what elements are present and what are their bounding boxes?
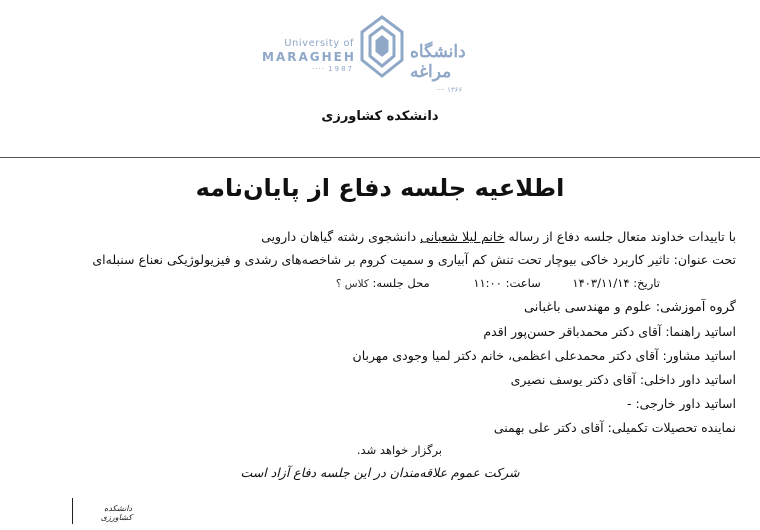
date-value: ۱۴۰۳/۱۱/۱۴	[572, 276, 630, 290]
venue-value: کلاس ؟	[335, 278, 369, 290]
internal-examiner-value: آقای دکتر یوسف نصیری	[510, 372, 636, 387]
approval-before: با تاییدات خداوند متعال جلسه دفاع از رساله	[508, 229, 736, 244]
invitation-text: شرکت عموم علاقه‌مندان در این جلسه دفاع آزاد است	[240, 465, 520, 480]
supervisor-line	[10, 324, 736, 339]
faculty-name: دانشکده کشاورزی	[321, 109, 439, 124]
internal-examiner-line	[10, 372, 736, 387]
time-value: ۱۱:۰۰	[473, 276, 502, 290]
grad-rep-value: آقای دکتر علی بهمنی	[493, 420, 604, 435]
uni-fa-year-row: ···· ۱۳۶۶	[436, 86, 463, 94]
uni-en-line1: University of	[284, 38, 354, 49]
supervisor-value: آقای دکتر محمدباقر حسن‌پور اقدم	[483, 324, 662, 339]
approval-line	[10, 229, 736, 244]
approval-after: دانشجوی رشته گیاهان دارویی	[261, 229, 417, 244]
grad-rep-label: نماینده تحصیلات تکمیلی:	[607, 420, 736, 435]
subject-line	[10, 252, 736, 267]
date-label: تاریخ:	[633, 276, 660, 290]
advisors-label: اساتید مشاور:	[662, 348, 736, 363]
uni-en-year: 1987	[328, 65, 354, 73]
venue-label: محل جلسه:	[372, 276, 430, 290]
held-text: برگزار خواهد شد.	[356, 443, 442, 457]
subject-label: تحت عنوان:	[673, 252, 736, 267]
uni-en-line2: MARAGHEH	[262, 50, 356, 64]
subject-text: تاثیر کاربرد خاکی بیوچار تحت تنش کم آبیاری و سمیت کروم بر شاخصه‌های رشدی و فیزیولوژیکی نعناع سنبله‌ای	[92, 252, 670, 267]
header-divider	[0, 157, 760, 158]
stamp-bar	[72, 498, 73, 524]
university-persian-name	[410, 42, 502, 94]
internal-examiner-label: اساتید داور داخلی:	[639, 372, 736, 387]
uni-fa-name: دانشگاه مراغه	[410, 42, 466, 82]
supervisor-label: اساتید راهنما:	[665, 324, 736, 339]
time-label: ساعت:	[505, 276, 541, 290]
page-title: اطلاعیه جلسه دفاع از پایان‌نامه	[195, 174, 565, 202]
meta-line	[10, 276, 660, 290]
uni-fa-year: ۱۳۶۶	[447, 86, 463, 94]
department-line: گروه آموزشی: علوم و مهندسی باغبانی	[523, 300, 736, 315]
university-emblem-icon	[358, 14, 406, 80]
university-logo	[262, 14, 502, 94]
external-examiner-label: اساتید داور خارجی:	[635, 396, 736, 411]
student-name: خانم لیلا شعبانی	[420, 229, 505, 244]
external-examiner-value: -	[626, 396, 632, 411]
faculty-stamp	[72, 496, 132, 528]
stamp-text: دانشکده کشاورزی	[100, 504, 132, 522]
uni-en-year-row: ···· 1987	[312, 65, 354, 73]
university-english-name	[262, 38, 354, 73]
advisors-line	[10, 348, 736, 363]
external-examiner-line	[10, 396, 736, 411]
advisors-value: آقای دکتر محمدعلی اعظمی، خانم دکتر لمیا وجودی مهربان	[352, 348, 659, 363]
grad-rep-line	[10, 420, 736, 435]
